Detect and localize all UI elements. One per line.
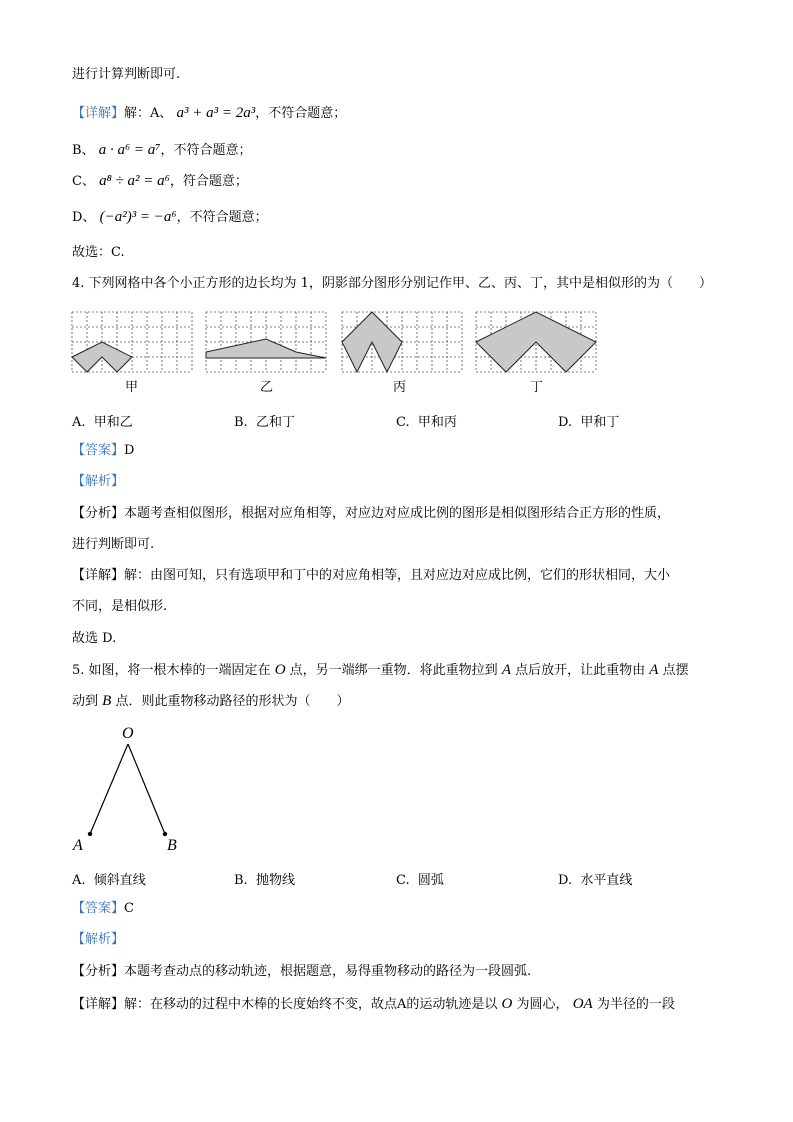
- formula-c-tail: ，符合题意；: [169, 174, 248, 189]
- label-o: O: [122, 725, 134, 742]
- option-letter: B.: [234, 873, 248, 888]
- q4-choose: 故选 D.: [72, 631, 117, 646]
- option-text: 倾斜直线: [93, 873, 146, 888]
- answer-tag: 【答案】: [72, 443, 125, 458]
- q4-detail-2: 不同，是相似形.: [72, 599, 168, 614]
- option-text: 甲和丙: [417, 415, 457, 430]
- q5-answer: [72, 900, 134, 918]
- option-letter: D.: [558, 873, 573, 888]
- q4-stem: 4. 下列网格中各个小正方形的边长均为 1，阴影部分图形分别记作甲、乙、丙、丁，其中是相似形的为（ ）: [72, 276, 712, 291]
- shape-jia: [72, 342, 132, 372]
- option-letter: A.: [72, 873, 86, 888]
- label-a: A: [73, 837, 83, 854]
- option-letter: B.: [234, 415, 248, 430]
- option-b-label: B、: [72, 143, 95, 158]
- option-letter: C.: [396, 873, 410, 888]
- q4-option-a[interactable]: [72, 411, 133, 430]
- formula-b-tail: ，不符合题意；: [160, 143, 252, 158]
- option-d-label: D、: [72, 210, 96, 225]
- figure-yi: [206, 312, 326, 394]
- q3-choose: 故选：C.: [72, 245, 125, 260]
- point-a-dot: [88, 832, 92, 836]
- shape-ding: [476, 312, 596, 372]
- q3-detail-c: [72, 172, 248, 191]
- detail-tag: 【详解】: [72, 568, 125, 583]
- fenxi-text: 本题考查动点的移动轨迹，根据题意，易得重物移动的路径为一段圆弧.: [124, 964, 532, 979]
- figure-jia: [72, 312, 192, 394]
- q5-analysis-tag: [72, 931, 124, 949]
- formula-a-tail: ，不符合题意；: [255, 106, 347, 121]
- stem-part: 点摆: [662, 663, 689, 678]
- q4-option-c[interactable]: [396, 411, 457, 430]
- point-a: A: [649, 662, 659, 678]
- point-o: O: [274, 662, 286, 678]
- stem-part: 点后放开，让此重物由: [515, 663, 646, 678]
- stem-part: 5. 如图，将一根木棒的一端固定在: [72, 663, 271, 678]
- q4-option-b[interactable]: [234, 411, 295, 430]
- q4-analysis-tag: [72, 473, 124, 491]
- formula-d: (−a²)³ = −a⁶: [99, 209, 177, 225]
- stem-part: 点．则此重物移动路径的形状为（ ）: [115, 694, 350, 709]
- detail-text: 解：由图可知，只有选项甲和丁中的对应角相等，且对应边对应成比例，它们的形状相同，大小: [124, 568, 671, 583]
- option-text: 乙和丁: [255, 415, 295, 430]
- detail-text: 为圆心，: [516, 997, 569, 1012]
- q4-fenxi-2: 进行判断即可.: [72, 537, 155, 552]
- q5-pendulum-figure: [66, 722, 196, 862]
- q4-option-d[interactable]: [558, 411, 619, 430]
- option-letter: D.: [558, 415, 573, 430]
- q4-answer: [72, 442, 134, 460]
- detail-text: 解：在移动的过程中木棒的长度始终不变，故点A的运动轨迹是以: [124, 997, 498, 1012]
- label-b: B: [167, 837, 177, 854]
- label-bing: 丙: [393, 379, 407, 394]
- figure-ding: [476, 312, 596, 394]
- point-a: A: [501, 662, 511, 678]
- option-text: 甲和丁: [580, 415, 620, 430]
- q5-option-c[interactable]: [396, 869, 444, 888]
- option-letter: A.: [72, 415, 86, 430]
- rod-oa: [90, 744, 128, 834]
- label-jia: 甲: [125, 379, 139, 394]
- q3-detail-d: [72, 208, 268, 227]
- q4-detail-1: [72, 567, 670, 585]
- q3-detail-a: [72, 104, 346, 123]
- formula-c: a⁸ ÷ a² = a⁶: [99, 173, 170, 189]
- detail-tag: 【详解】: [72, 106, 125, 121]
- label-ding: 丁: [530, 379, 544, 394]
- stem-part: 动到: [72, 694, 99, 709]
- q5-stem-2: [72, 692, 349, 711]
- rod-ob: [128, 744, 165, 834]
- fenxi-text: 本题考查相似图形，根据对应角相等，对应边对应成比例的图形是相似图形结合正方形的性质，: [124, 506, 671, 521]
- answer-tag: 【答案】: [72, 901, 125, 916]
- detail-text: 为半径的一段: [596, 997, 675, 1012]
- q5-fenxi: [72, 963, 531, 981]
- q3-detail-b: [72, 141, 252, 160]
- option-text: 水平直线: [580, 873, 633, 888]
- q5-option-d[interactable]: [558, 869, 632, 888]
- option-letter: C.: [396, 415, 410, 430]
- option-c-label: C、: [72, 174, 95, 189]
- option-text: 抛物线: [255, 873, 295, 888]
- formula-b: a · a⁶ = a⁷: [98, 142, 161, 158]
- answer-value: D: [124, 443, 135, 458]
- formula-d-tail: ，不符合题意；: [176, 210, 268, 225]
- point-b: B: [102, 693, 112, 709]
- point-o: O: [501, 996, 513, 1012]
- point-b-dot: [163, 832, 167, 836]
- stem-part: 点，另一端绑一重物．将此重物拉到: [289, 663, 498, 678]
- detail-tag: 【详解】: [72, 997, 125, 1012]
- q5-option-b[interactable]: [234, 869, 295, 888]
- analysis-tag: 【解析】: [72, 474, 125, 489]
- analysis-tag: 【解析】: [72, 932, 125, 947]
- option-text: 甲和乙: [93, 415, 133, 430]
- segment-oa: OA: [572, 996, 593, 1012]
- q5-stem-1: [72, 661, 689, 680]
- q5-detail: [72, 995, 675, 1014]
- intro-text: 进行计算判断即可.: [72, 67, 181, 82]
- figure-bing: [342, 312, 462, 394]
- detail-lead: 解：A、: [124, 106, 173, 121]
- q4-grid-figures: [70, 306, 610, 396]
- shape-bing: [342, 312, 402, 372]
- option-text: 圆弧: [417, 873, 444, 888]
- label-yi: 乙: [260, 379, 274, 394]
- fenxi-tag: 【分析】: [72, 506, 125, 521]
- fenxi-tag: 【分析】: [72, 964, 125, 979]
- q5-option-a[interactable]: [72, 869, 146, 888]
- formula-a: a³ + a³ = 2a³: [176, 105, 256, 121]
- answer-value: C: [124, 901, 134, 916]
- q4-fenxi-1: [72, 505, 670, 523]
